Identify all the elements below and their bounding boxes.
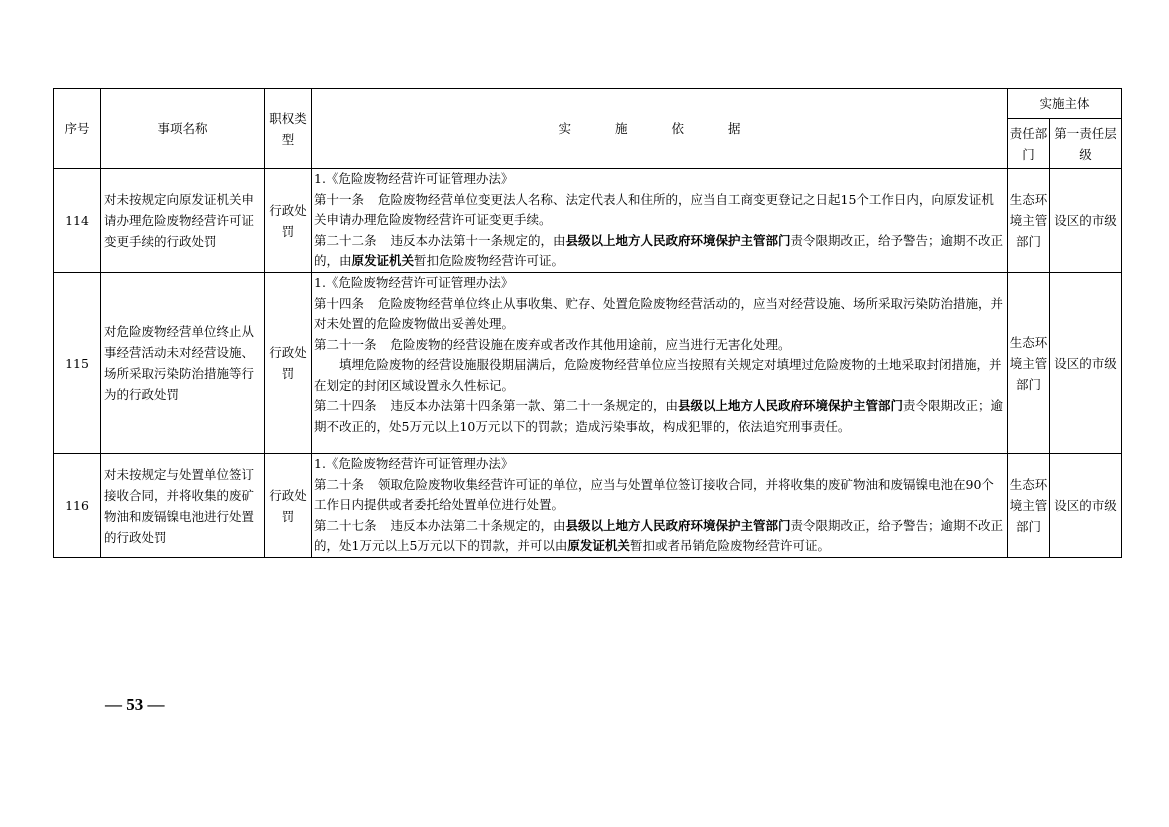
row-power-type: 行政处罚: [265, 454, 312, 558]
row-item-name: 对未按规定向原发证机关申请办理危险废物经营许可证变更手续的行政处罚: [101, 169, 265, 273]
basis-law-title: 1.《危险废物经营许可证管理办法》: [314, 275, 514, 290]
row-item-name: 对未按规定与处置单位签订接收合同，并将收集的废矿物油和废镉镍电池进行处置的行政处罚: [101, 454, 265, 558]
row-first-level: 设区的市级: [1050, 273, 1122, 454]
basis-paragraph: 填埋危险废物的经营设施服役期届满后，危险废物经营单位应当按照有关规定对填埋过危险废物的土地采取封闭措施，并在划定的封闭区域设置永久性标记。: [314, 357, 1002, 393]
table-row: [54, 169, 1122, 273]
header-item-name: 事项名称: [101, 89, 265, 169]
header-power-type: 职权类型: [265, 89, 312, 169]
table-row: [54, 454, 1122, 558]
basis-law-title: 1.《危险废物经营许可证管理办法》: [314, 171, 514, 186]
row-seq: 116: [54, 454, 101, 558]
header-first-level: 第一责任层级: [1050, 119, 1122, 169]
row-seq: 114: [54, 169, 101, 273]
row-basis: [312, 169, 1008, 273]
authority-table: [53, 88, 1122, 558]
row-basis: [312, 273, 1008, 454]
page-number: — 53 —: [105, 695, 165, 714]
basis-article: 第二十四条 违反本办法第十四条第一款、第二十一条规定的，由县级以上地方人民政府环境保护主管部门责令限期改正；逾期不改正的，处5万元以上10万元以下的罚款；造成污染事故，构成犯罪的，依法追究刑事责任。: [314, 398, 1004, 434]
table-row: [54, 273, 1122, 454]
basis-article: 第十一条 危险废物经营单位变更法人名称、法定代表人和住所的，应当自工商变更登记之日起15个工作日内，向原发证机关申请办理危险废物经营许可证变更手续。: [314, 191, 994, 227]
basis-article: 第十四条 危险废物经营单位终止从事收集、贮存、处置危险废物经营活动的，应当对经营设施、场所采取污染防治措施，并对未处置的危险废物做出妥善处理。: [314, 295, 1004, 331]
basis-article: 第二十七条 违反本办法第二十条规定的，由县级以上地方人民政府环境保护主管部门责令限期改正，给予警告；逾期不改正的，处1万元以上5万元以下的罚款，并可以由原发证机关暂扣或者吊销危险废物经营许可证。: [314, 517, 1004, 553]
row-power-type: 行政处罚: [265, 169, 312, 273]
header-seq: 序号: [54, 89, 101, 169]
row-item-name: 对危险废物经营单位终止从事经营活动未对经营设施、场所采取污染防治措施等行为的行政处罚: [101, 273, 265, 454]
row-power-type: 行政处罚: [265, 273, 312, 454]
basis-law-title: 1.《危险废物经营许可证管理办法》: [314, 456, 514, 471]
basis-article: 第二十二条 违反本办法第十一条规定的，由县级以上地方人民政府环境保护主管部门责令限期改正，给予警告；逾期不改正的，由原发证机关暂扣危险废物经营许可证。: [314, 232, 1004, 268]
row-seq: 115: [54, 273, 101, 454]
row-first-level: 设区的市级: [1050, 169, 1122, 273]
row-resp-dept: 生态环境主管部门: [1008, 273, 1050, 454]
basis-article: 第二十条 领取危险废物收集经营许可证的单位，应当与处置单位签订接收合同，并将收集的废矿物油和废镉镍电池在90个工作日内提供或者委托给处置单位进行处置。: [314, 476, 994, 512]
basis-article: 第二十一条 危险废物的经营设施在废弃或者改作其他用途前，应当进行无害化处理。: [314, 336, 791, 352]
header-resp-dept: 责任部门: [1008, 119, 1050, 169]
row-resp-dept: 生态环境主管部门: [1008, 169, 1050, 273]
header-implementer: 实施主体: [1008, 89, 1122, 119]
row-basis: [312, 454, 1008, 558]
row-resp-dept: 生态环境主管部门: [1008, 454, 1050, 558]
header-basis: 实 施 依 据: [312, 89, 1008, 169]
row-first-level: 设区的市级: [1050, 454, 1122, 558]
